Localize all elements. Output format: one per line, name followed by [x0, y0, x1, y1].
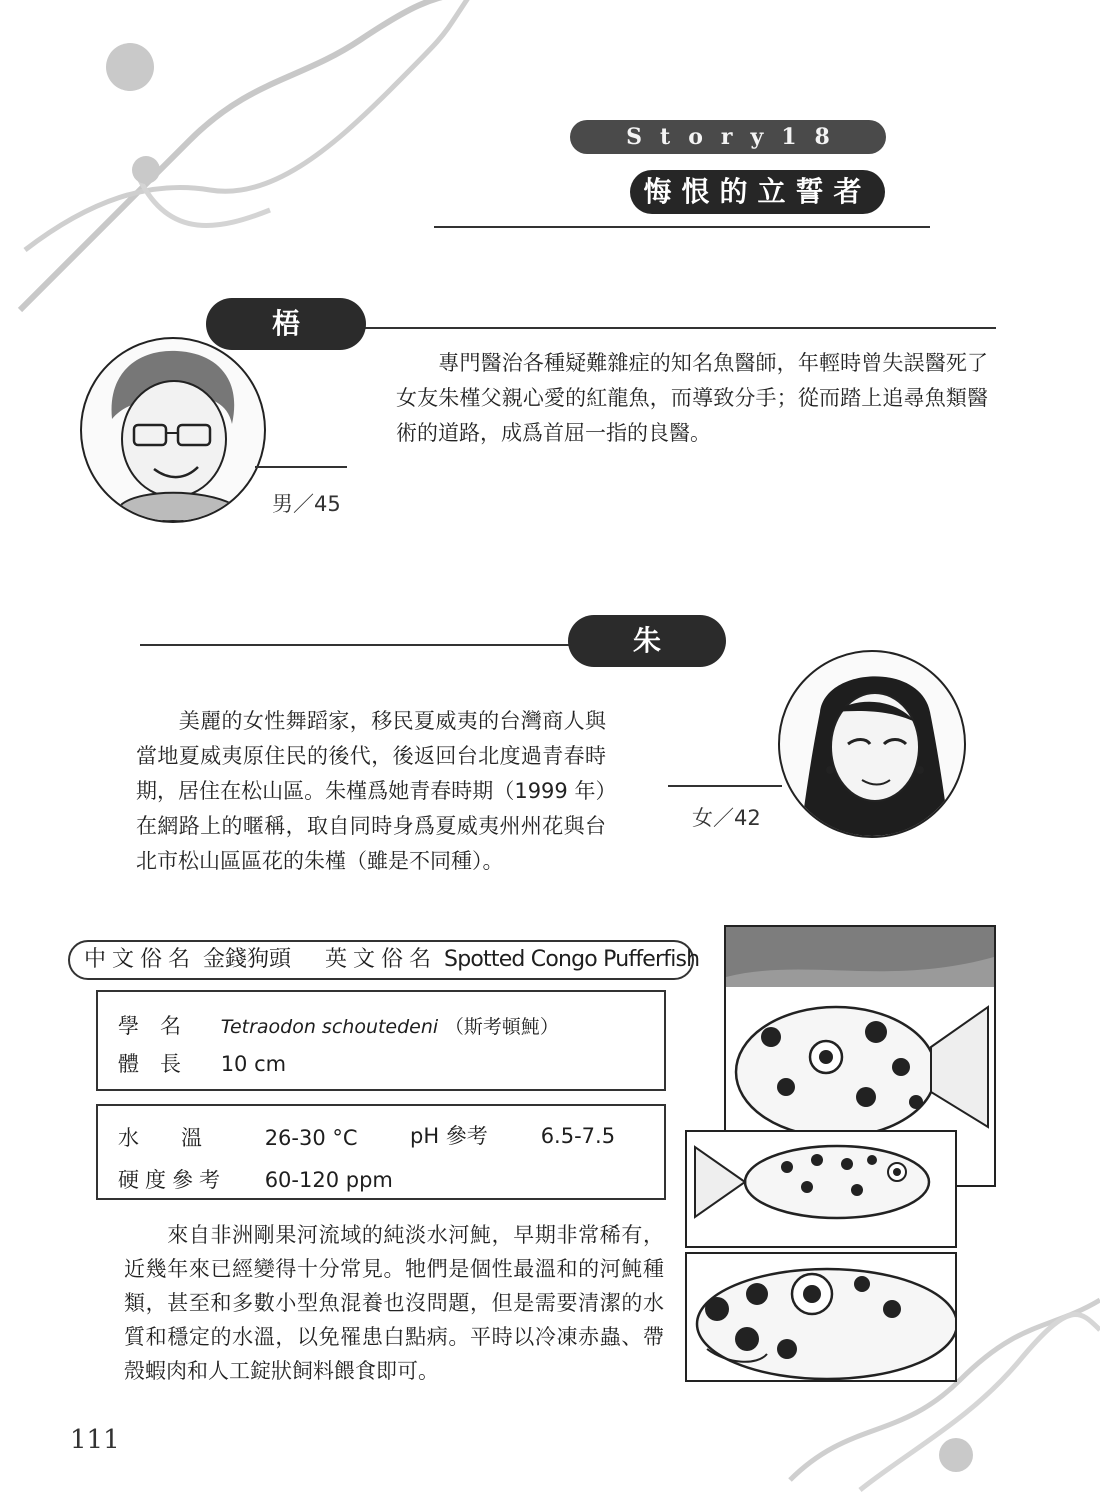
story-title: 悔恨的立誓者: [630, 170, 885, 214]
character-portrait-zhujin: [778, 650, 966, 838]
page-number: 111: [70, 1425, 120, 1455]
meta-divider: [255, 466, 347, 468]
scientific-name-note: （斯考頓魨）: [444, 1016, 559, 1038]
en-name-label: 英文俗名: [325, 947, 438, 972]
body-length-label: 體 長: [118, 1052, 181, 1076]
water-temp-row: [118, 1122, 358, 1152]
character-divider: [360, 327, 996, 329]
fish-illustration-panel-middle: [685, 1130, 957, 1248]
water-temp-label: 水 溫: [118, 1126, 202, 1150]
story-number-badge: Story18: [570, 120, 886, 154]
cn-name-label: 中文俗名: [84, 947, 197, 972]
fish-water-info-box: [96, 1104, 666, 1200]
character-meta-zhujin: 女／42: [692, 806, 761, 830]
decorative-dot: [939, 1438, 973, 1472]
ph-row: [410, 1120, 615, 1150]
character-name-zhujin: 朱 槿: [568, 615, 726, 667]
fish-basic-info-box: [96, 990, 666, 1091]
woman-illustration: [780, 652, 964, 836]
fish-description: 來自非洲剛果河流域的純淡水河魨，早期非常稀有，近幾年來已經變得十分常見。牠們是個性最溫和的河魨種類，甚至和多數小型魚混養也沒問題，但是需要清潔的水質和穩定的水溫，以免罹患白點病。平時以冷凍赤蟲、帶殼蝦肉和人工錠狀飼料餵食即可。: [124, 1223, 664, 1383]
character-meta-wutong: 男／45: [272, 492, 341, 516]
character-description-wutong: 專門醫治各種疑難雜症的知名魚醫師，年輕時曾失誤醫死了女友朱槿父親心愛的紅龍魚，而導致分手；從而踏上追尋魚類醫術的道路，成爲首屈一指的良醫。: [396, 351, 988, 445]
cn-name: 金錢狗頭: [203, 947, 292, 972]
fish-common-names: [68, 940, 700, 980]
scientific-name: Tetraodon schoutedeni: [220, 1016, 439, 1038]
decorative-dot: [132, 156, 160, 184]
character-description-zhujin: 美麗的女性舞蹈家，移民夏威夷的台灣商人與當地夏威夷原住民的後代，後返回台北度過青春時期，居住在松山區。朱槿爲她青春時期（1999 年）在網路上的暱稱，取自同時身爲夏威夷州州花與台北市松山區區花的朱槿（雖是不同種）。: [136, 709, 606, 873]
body-length-row: [118, 1048, 286, 1078]
en-name: Spotted Congo Pufferfish: [444, 947, 700, 972]
character-divider: [140, 644, 580, 646]
ph-label: pH 參考: [410, 1124, 488, 1148]
fish-illustration-panel-bottom: [685, 1252, 957, 1382]
water-temp: 26-30 °C: [264, 1126, 358, 1150]
decorative-dot: [106, 43, 154, 91]
decorative-curve: [20, 0, 470, 310]
hardness-value: 60-120 ppm: [264, 1168, 393, 1192]
character-name-wutong: 梧 桐: [206, 298, 366, 350]
body-length: 10 cm: [220, 1052, 287, 1076]
scientific-name-label: 學 名: [118, 1014, 181, 1038]
pufferfish-illustration: [687, 1254, 955, 1380]
meta-divider: [668, 785, 782, 787]
decorative-curve: [25, 0, 470, 250]
ph-value: 6.5-7.5: [540, 1124, 616, 1148]
man-glasses-illustration: [82, 339, 264, 521]
character-portrait-wutong: [80, 337, 266, 523]
title-underline: [434, 226, 930, 228]
hardness-row: [118, 1164, 393, 1194]
pufferfish-illustration: [687, 1132, 955, 1246]
decorative-curve: [140, 180, 270, 225]
hardness-label: 硬度參考: [118, 1168, 226, 1192]
scientific-name-row: [118, 1010, 559, 1040]
